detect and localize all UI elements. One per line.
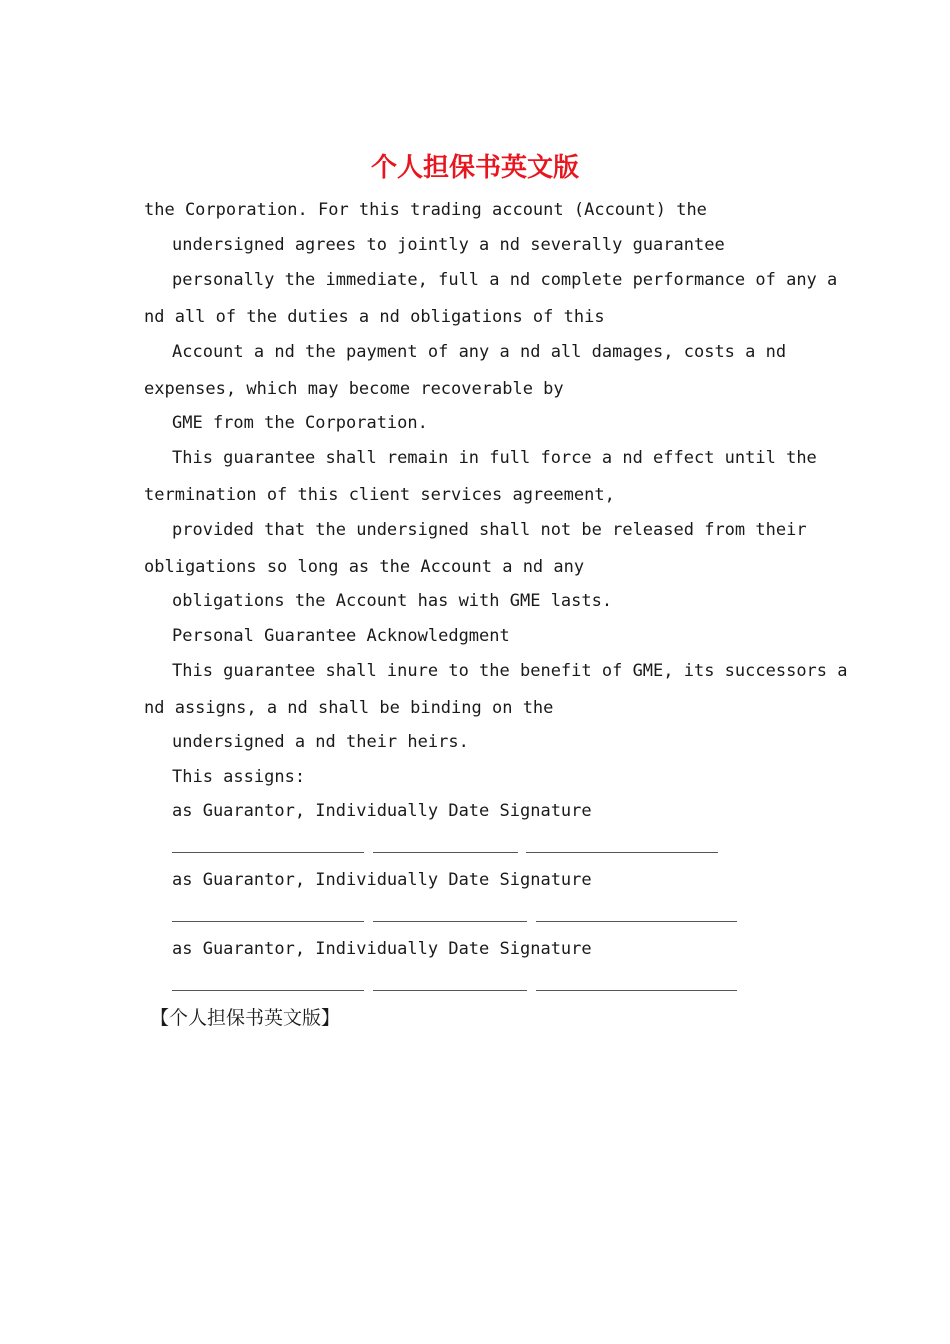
guarantor-name-line[interactable]: [172, 921, 364, 923]
guarantor-name-line[interactable]: [172, 990, 364, 992]
signature-label: as Guarantor, Individually Date Signature: [172, 870, 592, 890]
document-footer: 【个人担保书英文版】: [150, 1007, 341, 1029]
signature-line[interactable]: [536, 990, 737, 992]
body-line: undersigned a nd their heirs.: [172, 732, 469, 752]
body-line: undersigned agrees to jointly a nd severally guarantee: [172, 235, 725, 255]
body-line: This guarantee shall remain in full force a nd effect until the: [172, 448, 817, 468]
body-line: obligations the Account has with GME lasts.: [172, 591, 613, 611]
date-line[interactable]: [373, 921, 527, 923]
body-line: obligations so long as the Account a nd any: [144, 557, 585, 577]
body-line: expenses, which may become recoverable by: [144, 379, 564, 399]
body-line: nd assigns, a nd shall be binding on the: [144, 698, 554, 718]
body-line: This guarantee shall inure to the benefit of GME, its successors a: [172, 661, 848, 681]
section-heading: Personal Guarantee Acknowledgment: [172, 626, 510, 646]
signature-line[interactable]: [526, 852, 718, 854]
body-line: GME from the Corporation.: [172, 413, 428, 433]
signature-label: as Guarantor, Individually Date Signature: [172, 801, 592, 821]
guarantor-name-line[interactable]: [172, 852, 364, 854]
body-line: nd all of the duties a nd obligations of this: [144, 307, 605, 327]
signature-line[interactable]: [536, 921, 737, 923]
body-line: the Corporation. For this trading account (Account) the: [144, 200, 707, 220]
date-line[interactable]: [373, 990, 527, 992]
body-line: provided that the undersigned shall not be released from their: [172, 520, 807, 540]
date-line[interactable]: [373, 852, 518, 854]
signature-label: as Guarantor, Individually Date Signature: [172, 939, 592, 959]
document-title: 个人担保书英文版: [370, 153, 579, 183]
body-line: personally the immediate, full a nd complete performance of any a: [172, 270, 838, 290]
body-line: This assigns:: [172, 767, 306, 787]
body-line: termination of this client services agreement,: [144, 485, 615, 505]
body-line: Account a nd the payment of any a nd all damages, costs a nd: [172, 342, 787, 362]
